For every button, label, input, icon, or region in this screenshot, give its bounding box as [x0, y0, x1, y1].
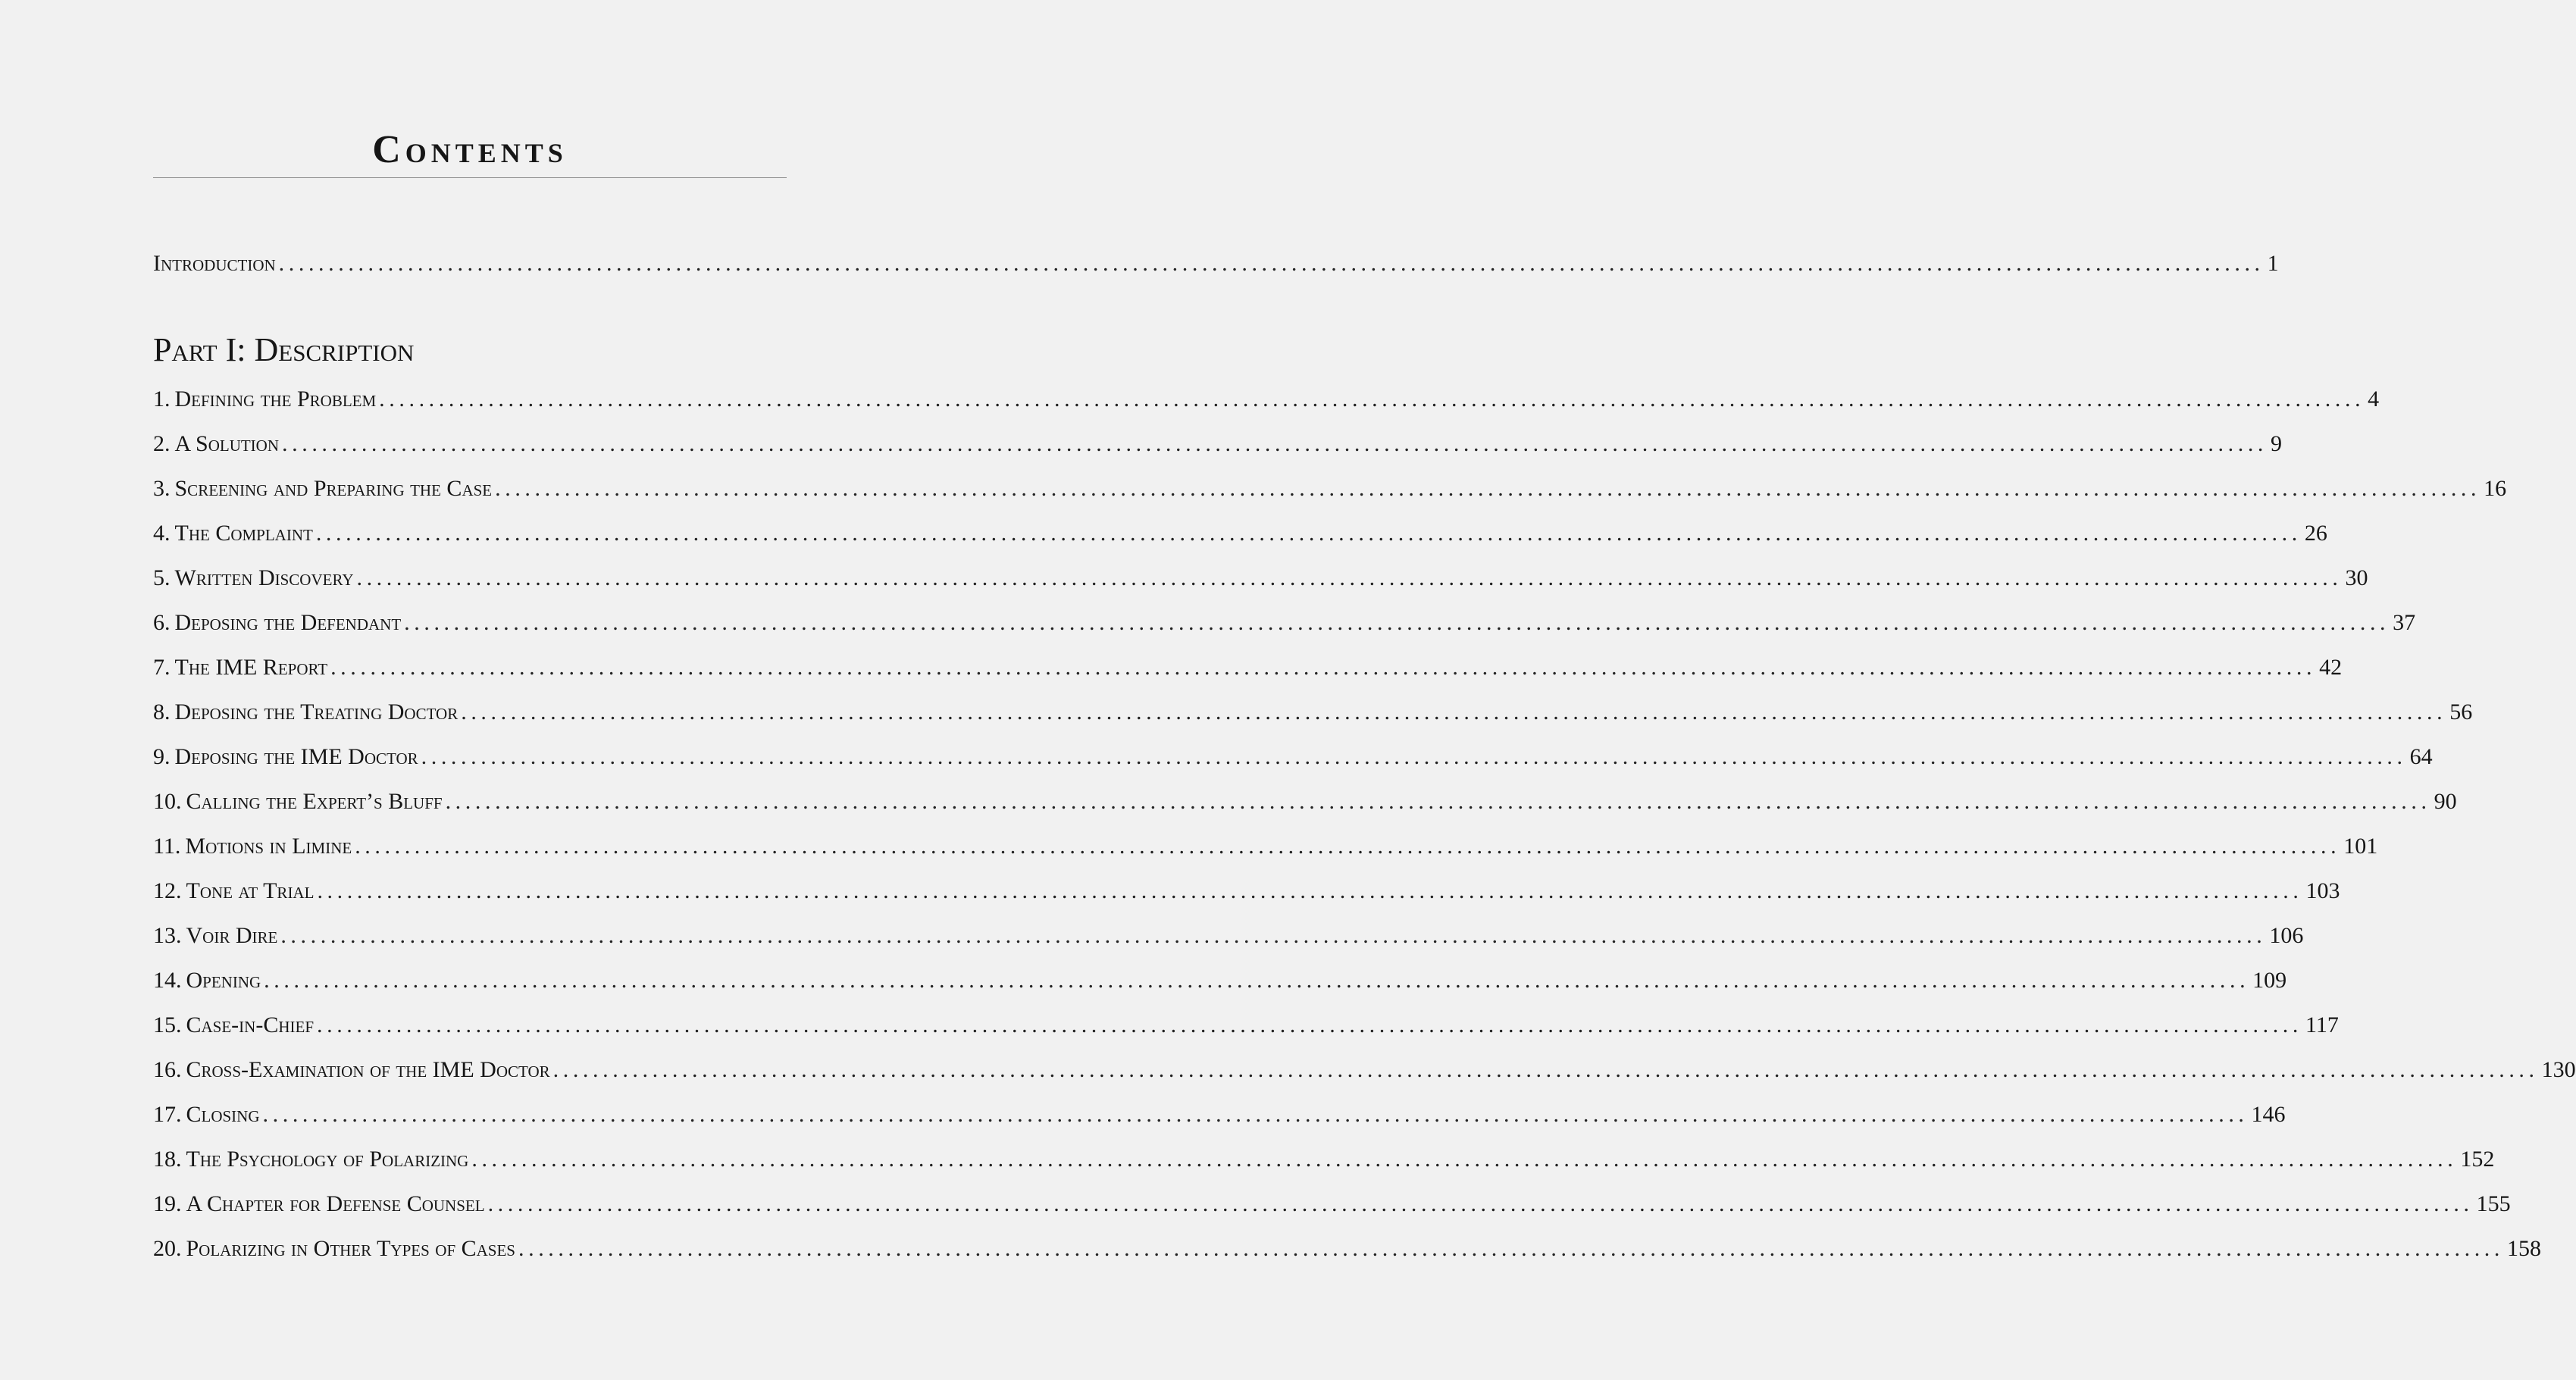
- chapter-title: Closing: [186, 1102, 260, 1127]
- toc-entry-chapter: [153, 697, 2473, 728]
- chapter-title: Defining the Problem: [174, 386, 377, 411]
- toc-entry-chapter: [153, 965, 2287, 996]
- chapter-number: 2.: [153, 431, 171, 456]
- chapter-page: 117: [2305, 1012, 2339, 1037]
- dot-leader: ........................................................................................................................................................................................................: [262, 1102, 2249, 1127]
- dot-leader: ........................................................................................................................................................................................................: [461, 699, 2447, 724]
- chapter-title: Opening: [186, 968, 261, 993]
- chapter-page: 146: [2251, 1102, 2286, 1127]
- toc-entry-chapter: [153, 876, 2340, 906]
- chapter-page: 158: [2507, 1236, 2541, 1261]
- title-divider: [153, 177, 787, 178]
- toc-entry-chapter: [153, 1144, 2495, 1175]
- toc-entry-chapter: [153, 563, 2368, 593]
- chapter-page: 56: [2449, 699, 2473, 724]
- dot-leader: ........................................................................................................................................................................................................: [264, 968, 2250, 993]
- chapter-page: 109: [2252, 968, 2287, 993]
- chapter-number: 9.: [153, 744, 171, 769]
- dot-leader: ........................................................................................................................................................................................................: [445, 789, 2431, 814]
- chapter-title: Voir Dire: [186, 923, 278, 948]
- toc-entry-chapter: [153, 742, 2433, 772]
- chapter-page: 103: [2305, 878, 2340, 903]
- chapter-page: 64: [2409, 744, 2433, 769]
- chapter-number: 15.: [153, 1012, 182, 1037]
- toc-entry-chapter: [153, 474, 2507, 504]
- chapter-number: 13.: [153, 923, 182, 948]
- dot-leader: ........................................................................................................................................................................................................: [471, 1147, 2458, 1172]
- chapter-number: 10.: [153, 789, 182, 814]
- chapter-title: Written Discovery: [174, 565, 354, 590]
- chapter-number: 16.: [153, 1057, 182, 1082]
- toc-entry-chapter: [153, 608, 2416, 638]
- chapter-page: 152: [2460, 1147, 2495, 1172]
- chapter-title: Deposing the Treating Doctor: [174, 699, 459, 724]
- chapter-number: 1.: [153, 386, 171, 411]
- chapter-number: 5.: [153, 565, 171, 590]
- chapter-title: Deposing the Defendant: [174, 610, 402, 635]
- chapter-number: 11.: [153, 834, 181, 859]
- chapter-title: Case-in-Chief: [186, 1012, 314, 1037]
- toc-entry-chapter: [153, 831, 2378, 862]
- toc-entry-chapter: [153, 652, 2343, 683]
- chapter-title: The Psychology of Polarizing: [186, 1147, 469, 1172]
- chapter-title: A Chapter for Defense Counsel: [186, 1191, 485, 1216]
- chapter-title: Polarizing in Other Types of Cases: [186, 1236, 515, 1261]
- toc-entry-chapter: [153, 518, 2327, 549]
- dot-leader: ........................................................................................................................................................................................................: [282, 431, 2268, 456]
- dot-leader: ........................................................................................................................................................................................................: [317, 1012, 2302, 1037]
- chapter-title: Tone at Trial: [186, 878, 315, 903]
- toc-entry-chapter: [153, 921, 2304, 951]
- dot-leader: ........................................................................................................................................................................................................: [404, 610, 2390, 635]
- chapter-number: 19.: [153, 1191, 182, 1216]
- dot-leader: ........................................................................................................................................................................................................: [421, 744, 2407, 769]
- chapter-title: Motions in Limine: [185, 834, 352, 859]
- chapter-page: 106: [2269, 923, 2304, 948]
- chapter-title: A Solution: [174, 431, 280, 456]
- chapter-number: 8.: [153, 699, 171, 724]
- toc-entry-chapter: [153, 1055, 2576, 1085]
- dot-leader: ........................................................................................................................................................................................................: [355, 834, 2341, 859]
- chapter-number: 4.: [153, 521, 171, 546]
- chapter-number: 12.: [153, 878, 182, 903]
- toc-entry-chapter: [153, 1234, 2541, 1264]
- toc-entry-chapter: [153, 384, 2380, 415]
- chapter-number: 18.: [153, 1147, 182, 1172]
- toc-entry-chapter: [153, 1010, 2339, 1040]
- dot-leader: ........................................................................................................................................................................................................: [495, 476, 2481, 501]
- page-title: Contents: [372, 128, 568, 171]
- chapter-page: 4: [2368, 386, 2380, 411]
- toc-entry-introduction: [153, 249, 2279, 279]
- toc-entry-page: 1: [2267, 251, 2279, 276]
- chapter-title: Screening and Preparing the Case: [174, 476, 493, 501]
- chapter-page: 26: [2304, 521, 2327, 546]
- chapter-page: 90: [2434, 789, 2457, 814]
- chapter-page: 9: [2271, 431, 2283, 456]
- chapter-page: 101: [2343, 834, 2378, 859]
- chapter-number: 6.: [153, 610, 171, 635]
- chapter-page: 37: [2393, 610, 2416, 635]
- dot-leader: ........................................................................................................................................................................................................: [487, 1191, 2474, 1216]
- dot-leader: ........................................................................................................................................................................................................: [280, 923, 2267, 948]
- chapter-page: 30: [2345, 565, 2368, 590]
- chapter-title: The IME Report: [174, 655, 328, 680]
- chapter-title: Calling the Expert’s Bluff: [186, 789, 443, 814]
- chapter-number: 7.: [153, 655, 171, 680]
- dot-leader: ........................................................................................................................................................................................................: [315, 521, 2302, 546]
- toc-entry-label: Introduction: [153, 251, 276, 276]
- dot-leader: ........................................................................................................................................................................................................: [356, 565, 2343, 590]
- chapter-number: 3.: [153, 476, 171, 501]
- dot-leader: ........................................................................................................................................................................................................: [518, 1236, 2504, 1261]
- chapter-number: 14.: [153, 968, 182, 993]
- toc-page: [153, 0, 2576, 1380]
- part-heading: Part I: Description: [153, 331, 415, 368]
- dot-leader: ........................................................................................................................................................................................................: [278, 251, 2265, 276]
- dot-leader: ........................................................................................................................................................................................................: [330, 655, 2317, 680]
- chapter-page: 42: [2319, 655, 2343, 680]
- chapter-number: 20.: [153, 1236, 182, 1261]
- toc-entry-chapter: [153, 1189, 2511, 1219]
- toc-entry-chapter: [153, 429, 2283, 459]
- dot-leader: ........................................................................................................................................................................................................: [317, 878, 2303, 903]
- chapter-page: 155: [2476, 1191, 2511, 1216]
- chapter-page: 16: [2484, 476, 2507, 501]
- chapter-number: 17.: [153, 1102, 182, 1127]
- chapter-page: 130: [2541, 1057, 2576, 1082]
- chapter-title: The Complaint: [174, 521, 313, 546]
- chapter-title: Cross-Examination of the IME Doctor: [186, 1057, 550, 1082]
- chapter-title: Deposing the IME Doctor: [174, 744, 418, 769]
- dot-leader: ........................................................................................................................................................................................................: [379, 386, 2365, 411]
- dot-leader: ........................................................................................................................................................................................................: [552, 1057, 2539, 1082]
- toc-entry-chapter: [153, 787, 2457, 817]
- toc-entry-chapter: [153, 1100, 2286, 1130]
